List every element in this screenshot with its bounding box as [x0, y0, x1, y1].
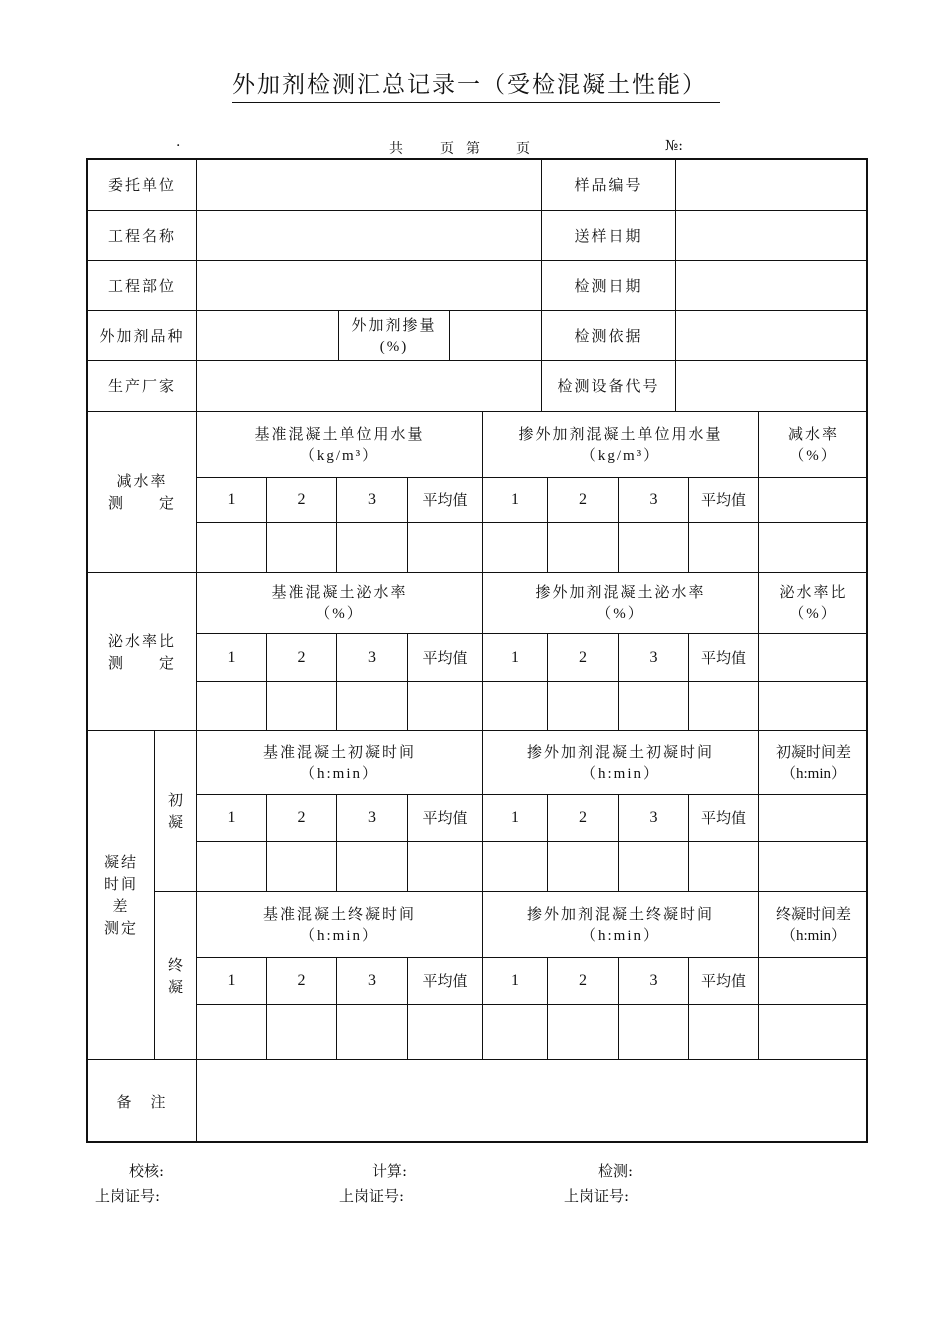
rule: [196, 522, 868, 523]
initial-diff-title: 初凝时间差: [775, 742, 851, 761]
setting-label-1: 凝结: [103, 853, 138, 871]
label-test-date: 检测日期: [574, 276, 643, 295]
col-3: 3: [649, 972, 658, 989]
setting-label-3: 差: [112, 897, 130, 915]
water-base-header: [197, 412, 482, 477]
col-1: 1: [227, 809, 236, 826]
reviewer-cert-label: 上岗证号:: [95, 1187, 161, 1205]
bleed-base-header: [197, 573, 482, 633]
label-dosage-text: 外加剂掺量: [351, 315, 437, 334]
meta-number-label: №:: [665, 138, 683, 154]
water-reduction-label: [88, 412, 196, 572]
bleed-admix-title: 掺外加剂混凝土泌水率: [535, 583, 706, 601]
final-admix-unit: （h:min）: [580, 927, 660, 944]
project-name-field[interactable]: [197, 211, 541, 260]
col-1: 1: [511, 972, 519, 989]
col-average: 平均值: [700, 491, 746, 509]
remarks-field[interactable]: [197, 1060, 868, 1143]
col-1: 1: [227, 972, 236, 989]
col-2: 2: [297, 809, 306, 826]
reviewer-label: 校核:: [129, 1162, 165, 1180]
admixture-type-field[interactable]: [197, 311, 338, 360]
label-manufacturer: 生产厂家: [107, 377, 176, 395]
tester-label: 检测:: [598, 1162, 634, 1180]
meta-ye1: 页: [440, 141, 454, 157]
final-diff-unit: （h:min）: [780, 927, 846, 944]
col-1: 1: [227, 491, 236, 508]
col-2: 2: [579, 809, 587, 826]
col-average: 平均值: [700, 972, 746, 990]
final-base-header: [197, 892, 482, 957]
col-3: 3: [649, 491, 658, 508]
client-field[interactable]: [197, 160, 541, 210]
final-base-title: 基准混凝土终凝时间: [262, 904, 416, 923]
water-admix-header: [483, 412, 758, 477]
initial-admix-title: 掺外加剂混凝土初凝时间: [526, 742, 714, 761]
bleed-ratio-header: [759, 573, 868, 633]
label-admixture-type: 外加剂品种: [99, 326, 185, 345]
basis-field[interactable]: [676, 311, 868, 360]
calculator-cert-label: 上岗证号:: [339, 1187, 405, 1205]
tester-cert-label: 上岗证号:: [564, 1187, 630, 1205]
col-2: 2: [579, 491, 587, 508]
label-equipment: 检测设备代号: [557, 377, 660, 395]
col-2: 2: [297, 648, 306, 666]
initial-setting-label: [155, 731, 196, 891]
final-base-unit: （h:min）: [299, 927, 379, 944]
water-reduction-label-line1: 减水率: [116, 472, 168, 490]
water-base-title: 基准混凝土单位用水量: [254, 424, 425, 443]
col-3: 3: [368, 972, 376, 989]
col-3: 3: [649, 648, 658, 666]
water-ratio-unit: （%）: [789, 447, 838, 464]
setting-time-label: [88, 731, 154, 1059]
initial-label-2: 凝: [167, 813, 183, 831]
initial-admix-unit: （h:min）: [580, 765, 660, 782]
equipment-field[interactable]: [676, 361, 868, 411]
final-label-2: 凝: [167, 977, 183, 996]
final-admix-header: [483, 892, 758, 957]
bleed-ratio-title: 泌水率比: [779, 583, 848, 601]
col-1: 1: [511, 491, 519, 508]
final-setting-label: [155, 892, 196, 1059]
col-1: 1: [227, 648, 236, 666]
label-sample-no: 样品编号: [574, 176, 643, 194]
water-ratio-header: [759, 412, 868, 477]
col-3: 3: [368, 809, 376, 826]
label-basis: 检测依据: [574, 326, 643, 345]
setting-label-4: 测定: [103, 919, 138, 937]
rule: [196, 681, 868, 682]
dosage-field[interactable]: [450, 311, 541, 360]
initial-diff-unit: （h:min）: [780, 765, 846, 782]
test-date-field[interactable]: [676, 261, 868, 310]
rule: [196, 1004, 868, 1005]
label-dosage: [339, 311, 449, 360]
col-2: 2: [297, 972, 306, 989]
remarks-label: 备 注: [116, 1092, 168, 1111]
bleeding-label-line2: 测 定: [107, 653, 176, 672]
rule: [196, 841, 868, 842]
setting-label-2: 时间: [103, 875, 138, 893]
col-1: 1: [511, 809, 519, 826]
label-project-name: 工程名称: [107, 226, 176, 245]
record-form: [86, 158, 868, 1143]
col-2: 2: [297, 491, 306, 508]
col-average: 平均值: [422, 491, 468, 509]
bleed-ratio-unit: （%）: [789, 606, 838, 622]
label-send-date: 送样日期: [574, 226, 643, 245]
final-admix-title: 掺外加剂混凝土终凝时间: [526, 904, 714, 923]
col-average: 平均值: [700, 809, 746, 827]
page-title: 外加剂检测汇总记录一（受检混凝土性能）: [232, 68, 720, 103]
col-3: 3: [649, 809, 658, 826]
label-project-part: 工程部位: [107, 276, 176, 295]
col-2: 2: [579, 972, 587, 989]
col-2: 2: [579, 648, 587, 666]
sample-no-field[interactable]: [676, 160, 868, 210]
meta-ye2: 页: [516, 141, 530, 157]
meta-dot: ·: [176, 138, 181, 154]
col-average: 平均值: [700, 648, 746, 667]
bleeding-label: [88, 573, 196, 730]
send-date-field[interactable]: [676, 211, 868, 260]
col-3: 3: [368, 648, 376, 666]
col-3: 3: [368, 491, 376, 508]
initial-diff-header: [759, 731, 868, 794]
initial-base-unit: （h:min）: [299, 765, 379, 782]
initial-label-1: 初: [167, 791, 183, 809]
water-base-unit: （kg/m³）: [299, 447, 380, 464]
col-average: 平均值: [422, 809, 468, 827]
bleed-base-title: 基准混凝土泌水率: [271, 583, 408, 601]
water-admix-unit: （kg/m³）: [580, 447, 661, 464]
meta-di: 第: [466, 141, 480, 157]
label-dosage-unit: (%): [379, 338, 409, 355]
meta-gong: 共: [389, 141, 403, 157]
water-ratio-title: 减水率: [787, 424, 839, 443]
project-part-field[interactable]: [197, 261, 541, 310]
initial-base-header: [197, 731, 482, 794]
bleed-admix-header: [483, 573, 758, 633]
bleed-base-unit: （%）: [315, 606, 364, 622]
water-reduction-label-line2: 测 定: [107, 494, 176, 512]
label-client: 委托单位: [107, 176, 176, 194]
bleed-admix-unit: （%）: [596, 606, 645, 622]
final-label-1: 终: [167, 955, 183, 974]
col-average: 平均值: [422, 648, 468, 667]
final-diff-title: 终凝时间差: [775, 904, 851, 923]
water-admix-title: 掺外加剂混凝土单位用水量: [518, 424, 723, 443]
initial-admix-header: [483, 731, 758, 794]
manufacturer-field[interactable]: [197, 361, 541, 411]
final-diff-header: [759, 892, 868, 957]
col-average: 平均值: [422, 972, 468, 990]
bleeding-label-line1: 泌水率比: [107, 631, 176, 650]
initial-base-title: 基准混凝土初凝时间: [262, 742, 416, 761]
col-1: 1: [511, 648, 519, 666]
calculator-label: 计算:: [372, 1162, 408, 1180]
